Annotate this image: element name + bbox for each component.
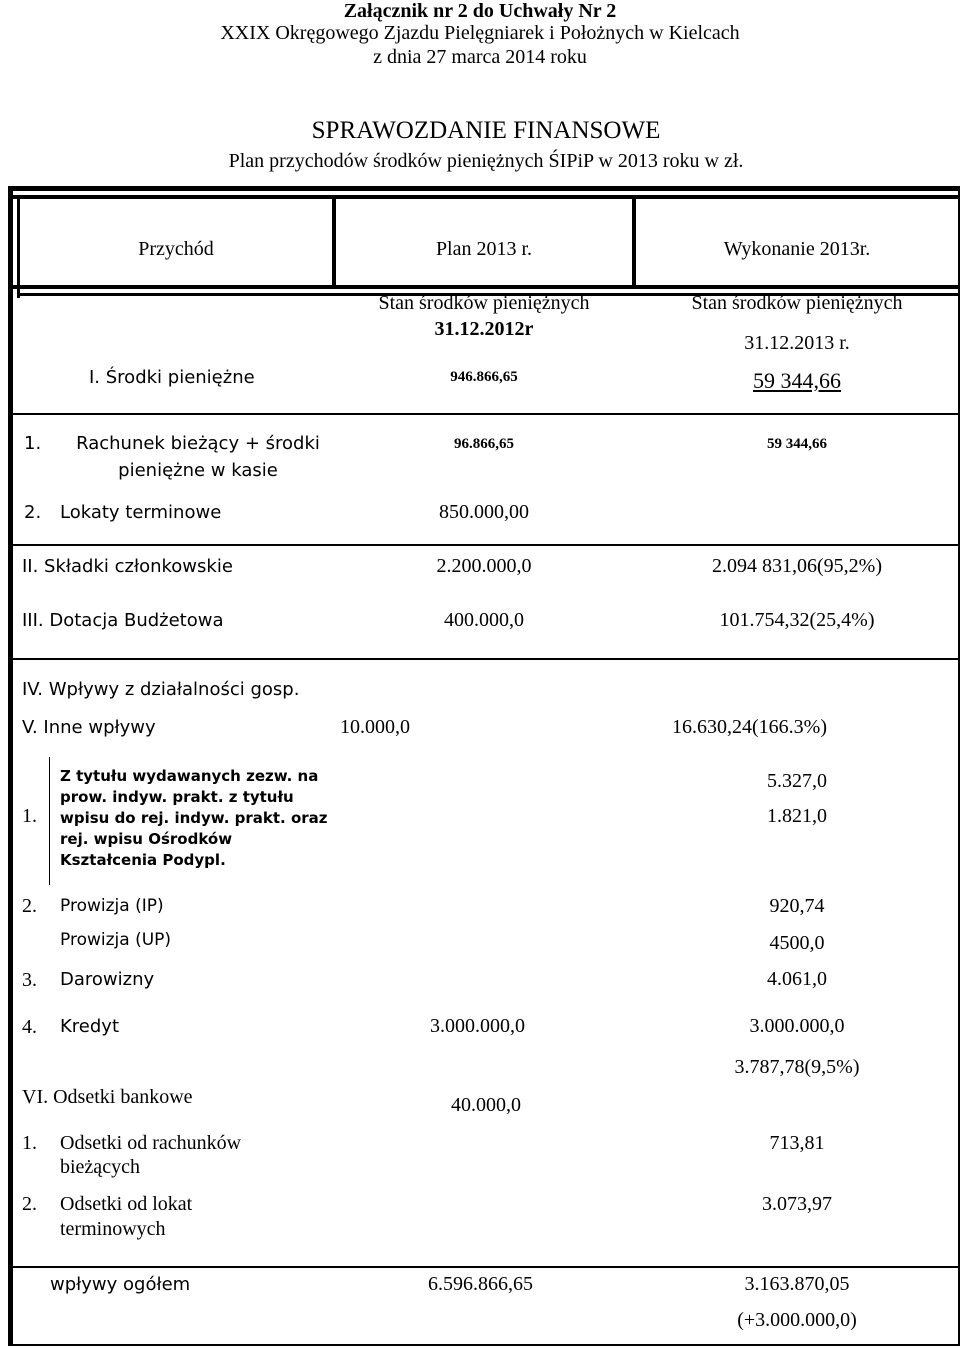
section-vi-item2-label-2: terminowych (60, 1218, 166, 1240)
section-v-item2-exec-b: 4500,0 (769, 932, 825, 954)
section-v-item3-label: Darowizny (60, 969, 155, 990)
section-ii-exec: 2.094 831,06(95,2%) (712, 555, 882, 577)
section-ii-label: II. Składki członkowskie (22, 556, 233, 577)
section-v-plan: 10.000,0 (340, 716, 410, 738)
section-vi-item1-exec: 713,81 (769, 1132, 825, 1154)
section-v-item4-plan: 3.000.000,0 (430, 1015, 525, 1037)
section-iii-exec: 101.754,32(25,4%) (719, 609, 875, 631)
section-v-item1-line: Z tytułu wydawanych zezw. na (60, 767, 319, 785)
section-ii-plan: 2.200.000,0 (436, 555, 532, 577)
section-v-item4-label: Kredyt (60, 1016, 120, 1037)
section-v-exec: 16.630,24(166.3%) (672, 716, 827, 738)
total-label: wpływy ogółem (50, 1274, 191, 1295)
header-line-1: Załącznik nr 2 do Uchwały Nr 2 (343, 0, 617, 22)
total-exec-note: (+3.000.000,0) (737, 1309, 857, 1331)
section-vi-item1-label-1: Odsetki od rachunków (60, 1132, 242, 1154)
section-i-item1-plan: 96.866,65 (454, 436, 514, 452)
section-v-item1-num: 1. (22, 805, 37, 827)
section-vi-item1-label-2: bieżących (60, 1156, 140, 1178)
report-title: SPRAWOZDANIE FINANSOWE (311, 117, 661, 144)
col-header-przychod: Przychód (138, 238, 214, 260)
section-iii-label: III. Dotacja Budżetowa (22, 610, 224, 631)
report-subtitle: Plan przychodów środków pieniężnych ŚIPiP w 2013 roku w zł. (228, 150, 744, 172)
exec-stan-date: 31.12.2013 r. (744, 332, 850, 354)
section-vi-item2-num: 2. (22, 1193, 37, 1215)
plan-stan-label: Stan środków pieniężnych (378, 292, 590, 314)
total-plan: 6.596.866,65 (428, 1273, 533, 1295)
section-v-item2-label-b: Prowizja (UP) (60, 930, 172, 950)
section-iv-label: IV. Wpływy z działalności gosp. (22, 679, 300, 700)
col-header-plan: Plan 2013 r. (435, 238, 533, 260)
plan-stan-date: 31.12.2012r (434, 318, 534, 340)
section-v-item1-exec-a: 5.327,0 (767, 770, 827, 792)
section-v-item1-exec-b: 1.821,0 (767, 805, 827, 827)
section-vi-label: VI. Odsetki bankowe (22, 1086, 193, 1108)
section-vi-exec: 3.787,78(9,5%) (734, 1056, 860, 1078)
total-exec: 3.163.870,05 (744, 1273, 850, 1295)
section-v-item1-label (60, 766, 328, 871)
section-v-item2-label-a: Prowizja (IP) (60, 896, 164, 916)
section-v-label: V. Inne wpływy (22, 717, 156, 738)
section-i-item1-num: 1. (24, 433, 42, 454)
header-line-2: XXIX Okręgowego Zjazdu Pielęgniarek i Położnych w Kielcach (220, 22, 740, 44)
section-v-item1-line: Kształcenia Podypl. (60, 851, 226, 869)
header-line-3: z dnia 27 marca 2014 roku (373, 46, 587, 68)
col-header-wykonanie: Wykonanie 2013r. (723, 238, 871, 260)
section-v-item1-line: wpisu do rej. indyw. prakt. oraz (60, 809, 328, 827)
section-i-item1-exec: 59 344,66 (767, 436, 827, 452)
section-v-item4-exec: 3.000.000,0 (749, 1015, 845, 1037)
section-i-plan: 946.866,65 (450, 369, 518, 385)
section-i-item2-plan: 850.000,00 (439, 501, 529, 523)
section-i-item2-num: 2. (24, 502, 42, 523)
section-vi-item2-label-1: Odsetki od lokat (60, 1193, 193, 1215)
section-i-exec: 59 344,66 (753, 368, 841, 393)
section-v-item1-line: rej. wpisu Ośrodków (60, 830, 233, 848)
section-v-item2-num: 2. (22, 895, 37, 917)
section-i-item1-label-2: pieniężne w kasie (118, 460, 278, 481)
section-i-item1-label-1: Rachunek bieżący + środki (76, 433, 320, 454)
section-iii-plan: 400.000,0 (444, 609, 524, 631)
section-v-item2-exec-a: 920,74 (769, 895, 825, 917)
section-v-item3-exec: 4.061,0 (767, 968, 827, 990)
section-vi-item2-exec: 3.073,97 (762, 1193, 832, 1215)
section-vi-plan: 40.000,0 (451, 1094, 521, 1116)
section-i-item2-label: Lokaty terminowe (60, 502, 222, 523)
section-v-item1-line: prow. indyw. prakt. z tytułu (60, 788, 294, 806)
exec-stan-label: Stan środków pieniężnych (691, 292, 903, 314)
section-v-item3-num: 3. (22, 969, 37, 991)
section-vi-item1-num: 1. (22, 1132, 37, 1154)
section-i-label: I. Środki pieniężne (89, 367, 255, 388)
section-v-item4-num: 4. (22, 1016, 37, 1038)
